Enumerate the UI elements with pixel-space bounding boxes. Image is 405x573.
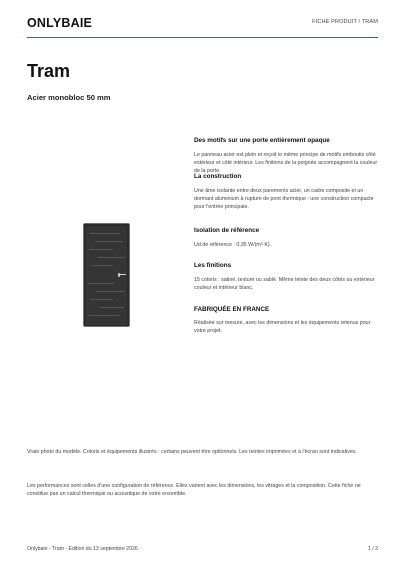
section-finitions	[194, 262, 380, 292]
header-divider	[27, 37, 378, 38]
section-construction	[194, 173, 380, 211]
footer-edition: Onlybaie - Tram - Edition du 13 septembre 2026	[27, 546, 138, 552]
document-type-label: FICHE PRODUIT / TRAM	[312, 19, 378, 25]
brand-logo: ONLYBAIE	[27, 16, 93, 30]
page-number: 1 / 2	[367, 546, 378, 552]
door-image	[84, 224, 129, 326]
performance-disclaimer: Les performances sont celles d'une configuration de référence. Elles varient avec les dimensions, les vitrages et la composition. Cette fiche ne constitue pas un calcul thermique ou acoustique de votre ensemble.	[27, 483, 361, 498]
section-isolation	[194, 227, 380, 249]
section-body: Le panneau acier est plein et reçoit le même principe de motifs emboutis côté extérieur et côté intérieur. Les finitions de la poignée accompagnent la couleur de la porte.	[194, 151, 378, 175]
product-subtitle: Acier monobloc 50 mm	[27, 93, 111, 102]
section-title: Isolation de référence	[194, 227, 260, 234]
product-title: Tram	[27, 61, 71, 81]
door-leaf	[86, 226, 127, 325]
section-body: Ud de référence : 0,95 W/(m²·K).	[194, 241, 272, 248]
section-made-in-france	[194, 306, 380, 336]
photo-disclaimer: Vraie photo du modèle. Coloris et équipements illustrés : certains peuvent être optionnels. Les teintes imprimées et à l'écran sont indicatives.	[27, 449, 357, 455]
section-motifs	[194, 137, 380, 175]
made-in-france-body: Réalisée sur mesure, avec les dimensions et les équipements retenus pour votre projet.	[194, 320, 371, 335]
section-title: La construction	[194, 173, 242, 180]
section-title: Les finitions	[194, 262, 232, 269]
section-title: Des motifs sur une porte entièrement opaque	[194, 137, 330, 144]
section-body: Une âme isolante entre deux parements acier, un cadre composite et un dormant aluminium à rupture de pont thermique : une construction compacte pour l'entrée principale.	[194, 187, 374, 211]
made-in-france-title: FABRIQUÉE EN FRANCE	[194, 306, 270, 313]
section-body: 15 coloris : satiné, texturé ou sablé. Même teinte des deux côtés ou extérieur couleur et intérieur blanc.	[194, 276, 375, 291]
